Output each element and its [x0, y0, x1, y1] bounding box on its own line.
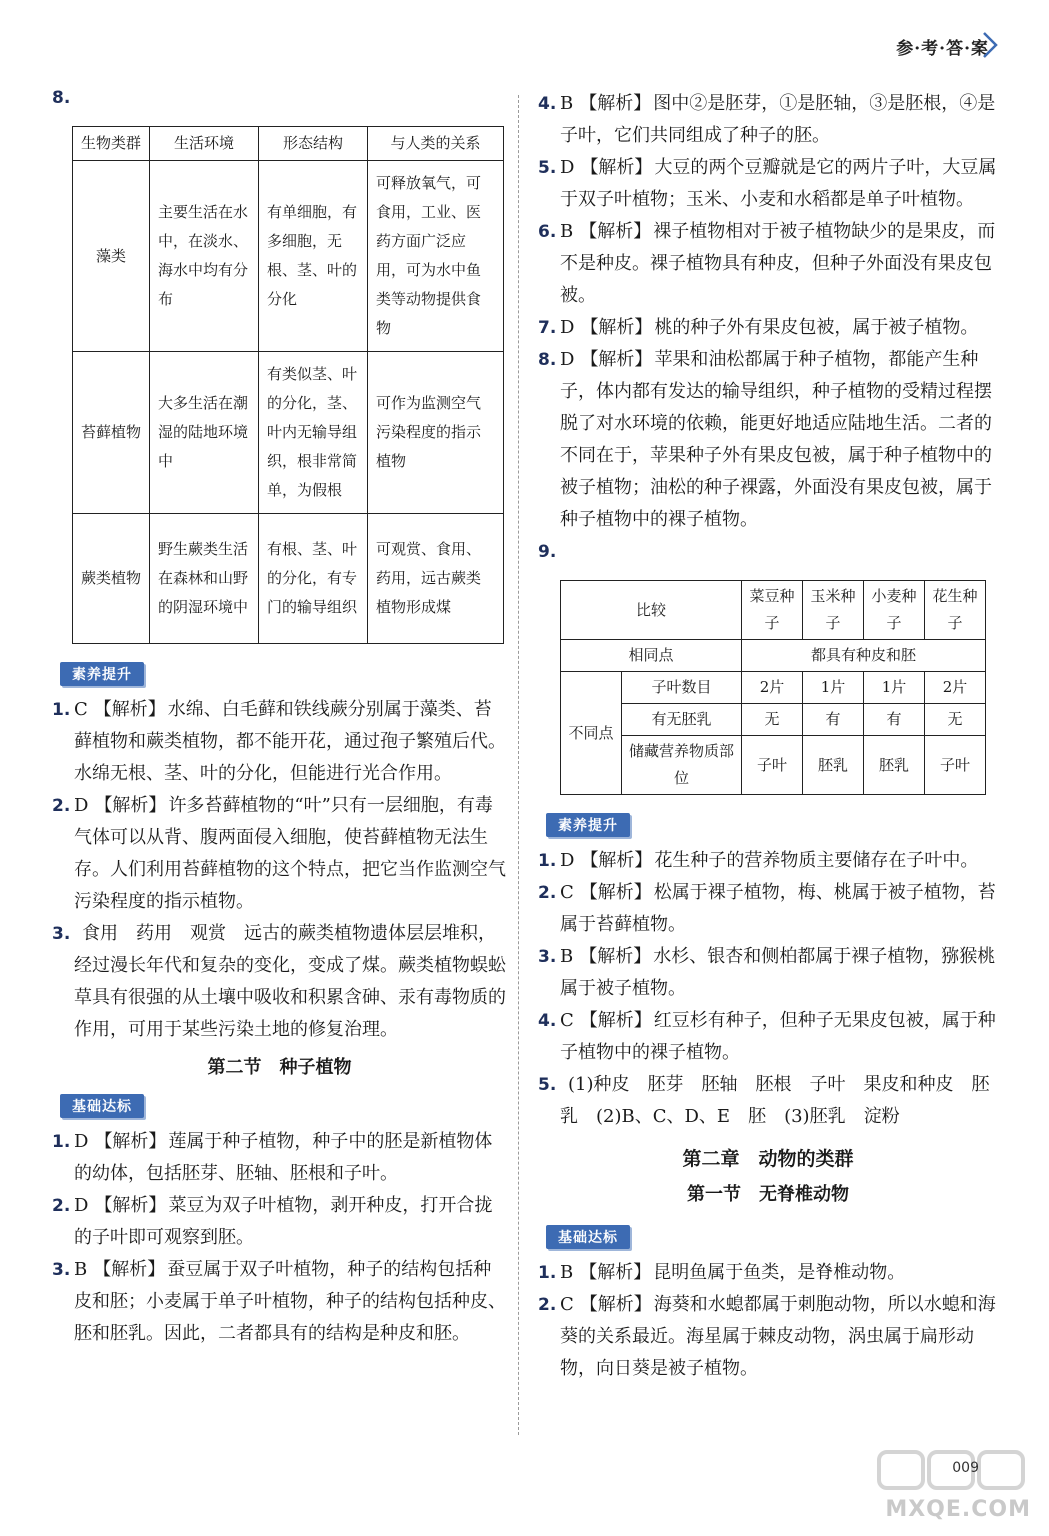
header-cell: 比较	[561, 581, 742, 640]
table-cell: 都具有种皮和胚	[742, 640, 986, 672]
q9-label: 9.	[538, 542, 557, 562]
table-cell: 无	[925, 704, 986, 736]
table-cell: 大多生活在潮湿的陆地环境中	[150, 352, 259, 514]
table-cell: 有单细胞，有多细胞，无根、茎、叶的分化	[259, 161, 368, 352]
table-cell: 有根、茎、叶的分化，有专门的输导组织	[259, 514, 368, 644]
answer-choice: C	[560, 1294, 574, 1315]
watermark-text: MXQE.COM	[885, 1497, 1031, 1522]
header-cell: 小麦种子	[864, 581, 925, 640]
answer-item	[52, 1254, 507, 1350]
analysis-tag: 【解析】	[94, 795, 167, 816]
answer-choice: C	[560, 1010, 574, 1031]
answer-text: 水绵、白毛藓和铁线蕨分别属于藻类、苔藓植物和蕨类植物，都不能开花，通过孢子繁殖后代。水绵无根、茎、叶的分化，但能进行光合作用。	[74, 699, 506, 784]
table-row	[561, 736, 986, 795]
q9-table	[560, 580, 986, 795]
item-number: 3.	[538, 947, 557, 967]
column-divider	[518, 95, 519, 1435]
answer-choice: D	[560, 157, 575, 178]
item-number: 1.	[52, 700, 71, 720]
table-cell: 藻类	[73, 161, 150, 352]
analysis-tag: 【解析】	[94, 1195, 167, 1216]
answer-text: 莲属于种子植物，种子中的胚是新植物体的幼体，包括胚芽、胚轴、胚根和子叶。	[74, 1131, 493, 1184]
table-cell: 胚乳	[803, 736, 864, 795]
answer-text: 昆明鱼属于鱼类，是脊椎动物。	[653, 1262, 906, 1283]
answer-item	[538, 1257, 998, 1289]
header-cell: 与人类的关系	[368, 127, 504, 161]
item-number: 4.	[538, 94, 557, 114]
answer-text: 红豆杉有种子，但种子无果皮包被，属于种子植物中的裸子植物。	[560, 1010, 996, 1063]
header-cell: 形态结构	[259, 127, 368, 161]
table-row	[561, 672, 986, 704]
table-cell: 储藏营养物质部位	[622, 736, 742, 795]
answer-item	[538, 88, 998, 152]
analysis-tag: 【解析】	[93, 1259, 166, 1280]
table-cell: 可释放氧气，可食用，工业、医药方面广泛应用，可为水中鱼类等动物提供食物	[368, 161, 504, 352]
header-title: 参·考·答·案	[896, 39, 989, 59]
analysis-tag: 【解析】	[580, 850, 653, 871]
answer-text: (1)种皮 胚芽 胚轴 胚根 子叶 果皮和种皮 胚乳 (2)B、C、D、E 胚 (3)胚乳 淀粉	[560, 1074, 990, 1127]
analysis-tag: 【解析】	[580, 317, 653, 338]
item-number: 1.	[538, 1263, 557, 1283]
table-header-row	[73, 127, 504, 161]
answer-item	[538, 312, 998, 344]
analysis-tag: 【解析】	[579, 221, 652, 242]
answer-choice: C	[74, 699, 88, 720]
answer-text: 许多苔藓植物的“叶”只有一层细胞，有毒气体可以从背、腹两面侵入细胞，使苔藓植物无法生存。人们利用苔藓植物的这个特点，把它当作监测空气污染程度的指示植物。	[74, 795, 506, 912]
item-number: 3.	[52, 1260, 71, 1280]
analysis-tag: 【解析】	[579, 1262, 652, 1283]
table-cell: 有类似茎、叶的分化，茎、叶内无输导组织，根非常简单，为假根	[259, 352, 368, 514]
item-number: 8.	[538, 350, 557, 370]
table-cell: 不同点	[561, 672, 622, 795]
answer-text: 海葵和水螅都属于刺胞动物，所以水螅和海葵的关系最近。海星属于棘皮动物，涡虫属于扁形动物，向日葵是被子植物。	[560, 1294, 996, 1379]
answer-item	[52, 1190, 507, 1254]
analysis-tag: 【解析】	[93, 699, 166, 720]
table-header-row	[561, 581, 986, 640]
answer-text: 桃的种子外有果皮包被，属于被子植物。	[654, 317, 979, 338]
header-cell: 菜豆种子	[742, 581, 803, 640]
answer-item	[538, 941, 998, 1005]
table-cell: 胚乳	[864, 736, 925, 795]
chevron-right-icon	[981, 30, 999, 60]
section-badge: 素养提升	[546, 813, 630, 837]
analysis-tag: 【解析】	[579, 882, 652, 903]
analysis-tag: 【解析】	[580, 157, 653, 178]
answer-text: 裸子植物相对于被子植物缺少的是果皮，而不是种皮。裸子植物具有种皮，但种子外面没有果皮包被。	[560, 221, 996, 306]
answer-item	[538, 1289, 998, 1385]
table-cell: 无	[742, 704, 803, 736]
page-number: 009	[952, 1460, 979, 1476]
answer-choice: B	[560, 93, 574, 114]
header-cell: 花生种子	[925, 581, 986, 640]
table-cell: 有	[864, 704, 925, 736]
answer-text: 蚕豆属于双子叶植物，种子的结构包括种皮和胚；小麦属于单子叶植物，种子的结构包括种皮、胚和胚乳。因此，二者都具有的结构是种皮和胚。	[74, 1259, 506, 1344]
item-number: 3.	[52, 924, 71, 944]
answer-list	[538, 845, 998, 1133]
table-cell: 子叶数目	[622, 672, 742, 704]
item-number: 2.	[52, 1196, 71, 1216]
answer-choice: B	[560, 946, 574, 967]
answer-choice: B	[560, 1262, 574, 1283]
answer-list	[538, 88, 998, 536]
table-row	[561, 640, 986, 672]
table-cell: 子叶	[742, 736, 803, 795]
answer-item	[52, 918, 507, 1046]
answer-choice: D	[74, 1131, 89, 1152]
table-cell: 可作为监测空气污染程度的指示植物	[368, 352, 504, 514]
answer-item	[538, 216, 998, 312]
analysis-tag: 【解析】	[580, 349, 653, 370]
answer-choice: B	[74, 1259, 88, 1280]
answer-text: 苹果和油松都属于种子植物，都能产生种子，体内都有发达的输导组织，种子植物的受精过程摆脱了对水环境的依赖，能更好地适应陆地生活。二者的不同在于，苹果种子外有果皮包被，属于种子植物中的被子植物；油松的种子裸露，外面没有果皮包被，属于种子植物中的裸子植物。	[560, 349, 992, 530]
table-cell: 可观赏、食用、药用，远古蕨类植物形成煤	[368, 514, 504, 644]
answer-choice: D	[74, 795, 89, 816]
analysis-tag: 【解析】	[579, 1294, 652, 1315]
chapter-title: 第二章 动物的类群	[682, 1148, 854, 1170]
answer-choice: B	[560, 221, 574, 242]
q8-label: 8.	[52, 88, 71, 108]
analysis-tag: 【解析】	[579, 93, 652, 114]
answer-item	[538, 1069, 998, 1133]
item-number: 2.	[538, 1295, 557, 1315]
answer-list	[538, 1257, 998, 1385]
analysis-tag: 【解析】	[579, 1010, 652, 1031]
header-cell: 玉米种子	[803, 581, 864, 640]
answer-choice: D	[560, 850, 575, 871]
answer-item	[538, 877, 998, 941]
answer-item	[538, 152, 998, 216]
answer-text: 食用 药用 观赏 远古的蕨类植物遗体层层堆积，经过漫长年代和复杂的变化，变成了煤。蕨类植物蜈蚣草具有很强的从土壤中吸收和积累含砷、汞有毒物质的作用，可用于某些污染土地的修复治理。	[74, 923, 506, 1040]
item-number: 1.	[538, 851, 557, 871]
table-cell: 2片	[742, 672, 803, 704]
table-cell: 有	[803, 704, 864, 736]
table-row	[73, 514, 504, 644]
section-title: 第二节 种子植物	[207, 1057, 352, 1078]
analysis-tag: 【解析】	[94, 1131, 167, 1152]
item-number: 5.	[538, 158, 557, 178]
table-cell: 1片	[864, 672, 925, 704]
answer-text: 松属于裸子植物，梅、桃属于被子植物，苔属于苔藓植物。	[560, 882, 996, 935]
header-cell: 生物类群	[73, 127, 150, 161]
table-cell: 蕨类植物	[73, 514, 150, 644]
table-cell: 有无胚乳	[622, 704, 742, 736]
section-title: 第一节 无脊椎动物	[687, 1184, 849, 1205]
answer-choice: D	[74, 1195, 89, 1216]
table-cell: 子叶	[925, 736, 986, 795]
answer-item	[538, 344, 998, 536]
answer-choice: D	[560, 317, 575, 338]
item-number: 2.	[52, 796, 71, 816]
header-cell: 生活环境	[150, 127, 259, 161]
answer-item	[52, 1126, 507, 1190]
section-badge: 基础达标	[546, 1225, 630, 1249]
q8-table	[72, 126, 504, 644]
table-cell: 1片	[803, 672, 864, 704]
table-cell: 2片	[925, 672, 986, 704]
answer-text: 水杉、银杏和侧柏都属于裸子植物，猕猴桃属于被子植物。	[560, 946, 996, 999]
answer-text: 图中②是胚芽，①是胚轴，③是胚根，④是子叶，它们共同组成了种子的胚。	[560, 93, 996, 146]
section-badge: 基础达标	[60, 1094, 144, 1118]
answer-text: 花生种子的营养物质主要储存在子叶中。	[654, 850, 979, 871]
item-number: 2.	[538, 883, 557, 903]
item-number: 1.	[52, 1132, 71, 1152]
table-row	[73, 352, 504, 514]
table-cell: 相同点	[561, 640, 742, 672]
answer-item	[52, 694, 507, 790]
table-row	[561, 704, 986, 736]
answer-item	[538, 845, 998, 877]
answer-choice: D	[560, 349, 575, 370]
item-number: 5.	[538, 1075, 557, 1095]
analysis-tag: 【解析】	[579, 946, 652, 967]
table-cell: 主要生活在水中，在淡水、海水中均有分布	[150, 161, 259, 352]
answer-text: 大豆的两个豆瓣就是它的两片子叶，大豆属于双子叶植物；玉米、小麦和水稻都是单子叶植物。	[560, 157, 997, 210]
answer-text: 菜豆为双子叶植物，剥开种皮，打开合拢的子叶即可观察到胚。	[74, 1195, 493, 1248]
answer-choice: C	[560, 882, 574, 903]
table-cell: 野生蕨类生活在森林和山野的阴湿环境中	[150, 514, 259, 644]
table-cell: 苔藓植物	[73, 352, 150, 514]
section-badge: 素养提升	[60, 662, 144, 686]
answer-list	[52, 694, 507, 1046]
item-number: 4.	[538, 1011, 557, 1031]
answer-list	[52, 1126, 507, 1350]
left-column	[52, 88, 507, 1350]
right-column	[538, 88, 998, 1385]
table-row	[73, 161, 504, 352]
item-number: 7.	[538, 318, 557, 338]
item-number: 6.	[538, 222, 557, 242]
answer-item	[52, 790, 507, 918]
answer-item	[538, 1005, 998, 1069]
